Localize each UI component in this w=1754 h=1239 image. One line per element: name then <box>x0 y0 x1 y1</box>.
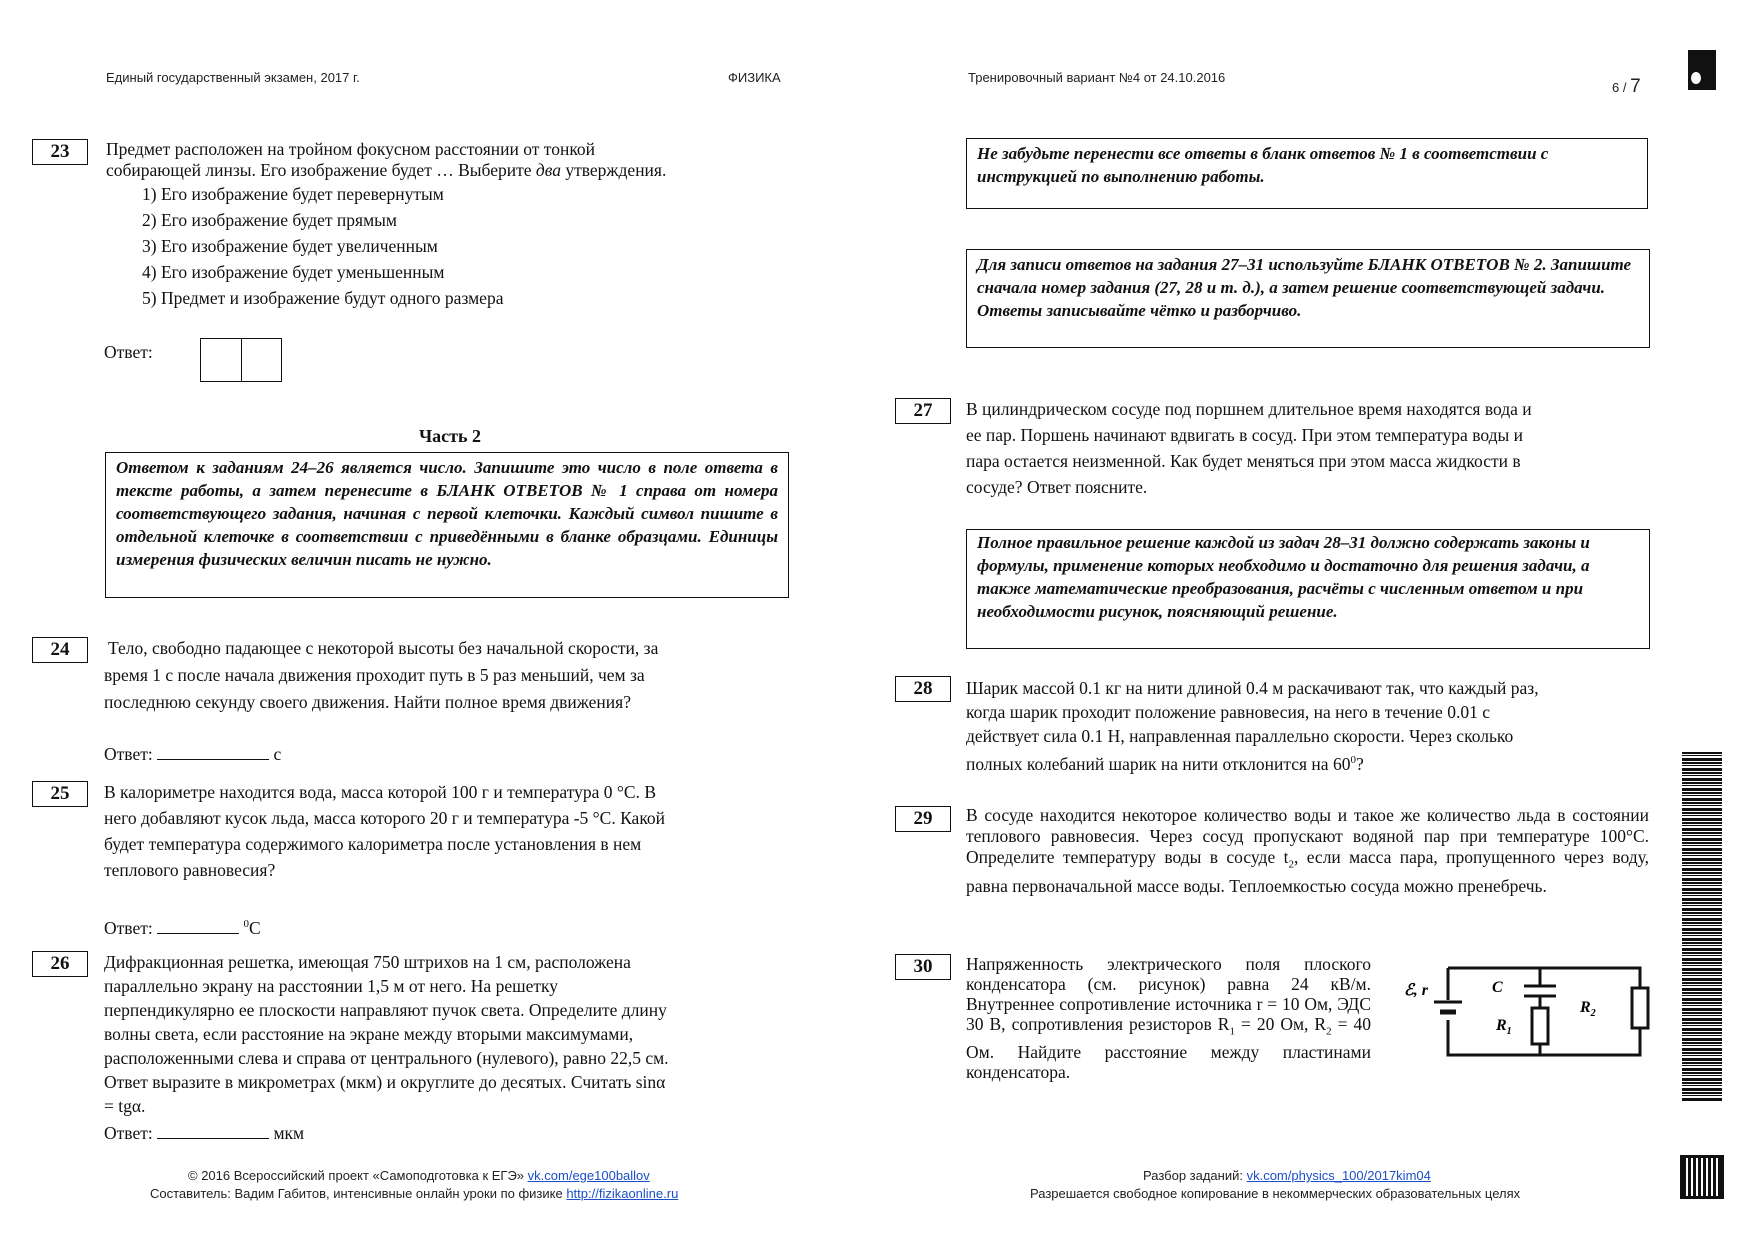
q30-text: Напряженность электрического поля плоского конденсатора (см. рисунок) равна 24 кВ/м. Внутреннее сопротивление источника r = 10 Ом, ЭДС 30 В, сопротивления резисторов $R_1 = 20$ Ом, $R_2 = 40$ Ом. Найдите расстояние между пластинами конденсатора. <box>966 954 1371 1082</box>
q26-line3: перпендикулярно ее плоскости направляют пучок света. Определите длину <box>104 1000 667 1020</box>
q23-option-2: 2) Его изображение будет прямым <box>142 210 398 230</box>
circuit-capacitor-label: C <box>1492 979 1503 996</box>
q28-line3: действует сила 0.1 Н, направленная параллельно скорости. Через сколько <box>966 726 1514 746</box>
header-variant: Тренировочный вариант №4 от 24.10.2016 <box>968 70 1226 85</box>
q25-answer: Ответ: $^0$С <box>104 917 261 938</box>
reminder-box: Не забудьте перенести все ответы в бланк ответов № 1 в соответствии с инструкцией по выполнению работы. <box>966 138 1648 209</box>
q26-answer: Ответ: мкм <box>104 1123 305 1143</box>
q23-answer-label: Ответ: <box>104 342 153 362</box>
q25-line3: будет температура содержимого калориметра после установления в нем <box>104 834 642 854</box>
q24-answer-field[interactable] <box>157 742 269 760</box>
q26-line4: волны света, если расстояние на экране между вторыми максимумами, <box>104 1024 634 1044</box>
task-number-27: 27 <box>895 398 951 424</box>
q28-line4: полных колебаний шарик на нити отклонится на $60^0$? <box>966 753 1364 774</box>
footer-author: Составитель: Вадим Габитов, интенсивные онлайн уроки по физике http://fizikaonline.ru <box>150 1186 679 1201</box>
q25-line4: теплового равновесия? <box>104 860 276 880</box>
page-number: 6 / 7 <box>1612 76 1641 97</box>
logo-mark <box>1688 50 1716 90</box>
q24-line3: последнюю секунду своего движения. Найти полное время движения? <box>104 692 631 712</box>
q23-answer-cells[interactable] <box>200 338 282 382</box>
q28-line1: Шарик массой 0.1 кг на нити длиной 0.4 м раскачивают так, что каждый раз, <box>966 678 1539 698</box>
q25-line2: него добавляют кусок льда, масса которого 20 г и температура -5 °С. Какой <box>104 808 666 828</box>
q24-line1: Тело, свободно падающее с некоторой высоты без начальной скорости, за <box>108 638 659 658</box>
q25-line1: В калориметре находится вода, масса которой 100 г и температура 0 °С. В <box>104 782 657 802</box>
q29-text: В сосуде находится некоторое количество воды и такое же количество льда в состоянии теплового равновесия. Через сосуд пропускают водяной пар при температуре 100°С. Определите температуру воды в сосуде $t_2$, если масса пара, пропущенного через воду, равна первоначальной массе воды. Теплоемкостью сосуда можно пренебречь. <box>966 805 1649 896</box>
footer-license: Разрешается свободное копирование в некоммерческих образовательных целях <box>1030 1186 1521 1201</box>
circuit-diagram <box>1400 950 1650 1060</box>
task-number-29: 29 <box>895 806 951 832</box>
footer-analysis-link[interactable]: vk.com/physics_100/2017kim04 <box>1246 1168 1431 1183</box>
q23-answer-cell-2[interactable] <box>242 339 282 381</box>
circuit-source-label: ℰ, r <box>1404 982 1428 999</box>
task-number-30: 30 <box>895 954 951 980</box>
q26-line2: параллельно экрану на расстоянии 1,5 м от него. На решетку <box>104 976 558 996</box>
footer-analysis: Разбор заданий: vk.com/physics_100/2017kim04 <box>1143 1168 1431 1183</box>
q27-line1: В цилиндрическом сосуде под поршнем длительное время находятся вода и <box>966 399 1532 419</box>
footer-project: © 2016 Всероссийский проект «Самоподготовка к ЕГЭ» vk.com/ege100ballov <box>188 1168 650 1183</box>
q24-line2: время 1 с после начала движения проходит путь в 5 раз меньший, чем за <box>104 665 645 685</box>
barcode <box>1682 752 1722 1102</box>
q23-option-1: 1) Его изображение будет перевернутым <box>142 184 444 204</box>
full-solution-box: Полное правильное решение каждой из задач 28–31 должно содержать законы и формулы, применение которых необходимо и достаточно для решения задачи, а также математические преобразования, расчёты с численным ответом и при необходимости рисунок, поясняющий решение. <box>966 529 1650 649</box>
circuit-r2-label: $R_2$ <box>1580 999 1596 1019</box>
blank2-instructions-box: Для записи ответов на задания 27–31 используйте БЛАНК ОТВЕТОВ № 2. Запишите сначала номер задания (27, 28 и т. д.), а затем решение соответствующей задачи. Ответы записывайте чётко и разборчиво. <box>966 249 1650 348</box>
q24-answer: Ответ: с <box>104 744 282 764</box>
q27-line2: ее пар. Поршень начинают вдвигать в сосуд. При этом температура воды и <box>966 425 1523 445</box>
task-number-24: 24 <box>32 637 88 663</box>
q23-option-3: 3) Его изображение будет увеличенным <box>142 236 438 256</box>
q25-answer-field[interactable] <box>157 916 239 934</box>
part2-instructions: Ответом к заданиям 24–26 является число. Запишите это число в поле ответа в тексте работы, а затем перенесите в БЛАНК ОТВЕТОВ № 1 справа от номера соответствующего задания, начиная с первой клеточки. Каждый символ пишите в отдельной клеточке в соответствии с приведёнными в бланке образцами. Единицы измерения физических величин писать не нужно. <box>105 452 789 598</box>
footer-project-link[interactable]: vk.com/ege100ballov <box>527 1168 650 1183</box>
header-exam-title: Единый государственный экзамен, 2017 г. <box>106 70 360 85</box>
q28-line2: когда шарик проходит положение равновесия, на него в течение 0.01 с <box>966 702 1490 722</box>
q23-line1: Предмет расположен на тройном фокусном расстоянии от тонкой <box>106 139 596 159</box>
q27-line3: пара остается неизменной. Как будет меняться при этом масса жидкости в <box>966 451 1521 471</box>
q23-answer-cell-1[interactable] <box>201 339 242 381</box>
task-number-28: 28 <box>895 676 951 702</box>
q23-option-5: 5) Предмет и изображение будут одного размера <box>142 288 504 308</box>
q26-line1: Дифракционная решетка, имеющая 750 штрихов на 1 см, расположена <box>104 952 631 972</box>
q27-line4: сосуде? Ответ поясните. <box>966 477 1148 497</box>
q26-line7: = tgα. <box>104 1096 146 1116</box>
circuit-r1-label: $R_1$ <box>1496 1017 1512 1037</box>
footer-author-link[interactable]: http://fizikaonline.ru <box>566 1186 679 1201</box>
q23-option-4: 4) Его изображение будет уменьшенным <box>142 262 445 282</box>
header-subject: ФИЗИКА <box>728 70 781 85</box>
task-number-26: 26 <box>32 951 88 977</box>
qr-code <box>1680 1155 1724 1199</box>
part2-title: Часть 2 <box>418 426 482 446</box>
q26-line5: расположенными слева и справа от центрального (нулевого), равно 22,5 см. <box>104 1048 669 1068</box>
q26-line6: Ответ выразите в микрометрах (мкм) и округлите до десятых. Считать sinα <box>104 1072 666 1092</box>
task-number-23: 23 <box>32 139 88 165</box>
q26-answer-field[interactable] <box>157 1121 269 1139</box>
q23-line2: собирающей линзы. Его изображение будет … Выберите два утверждения. <box>106 160 667 180</box>
task-number-25: 25 <box>32 781 88 807</box>
